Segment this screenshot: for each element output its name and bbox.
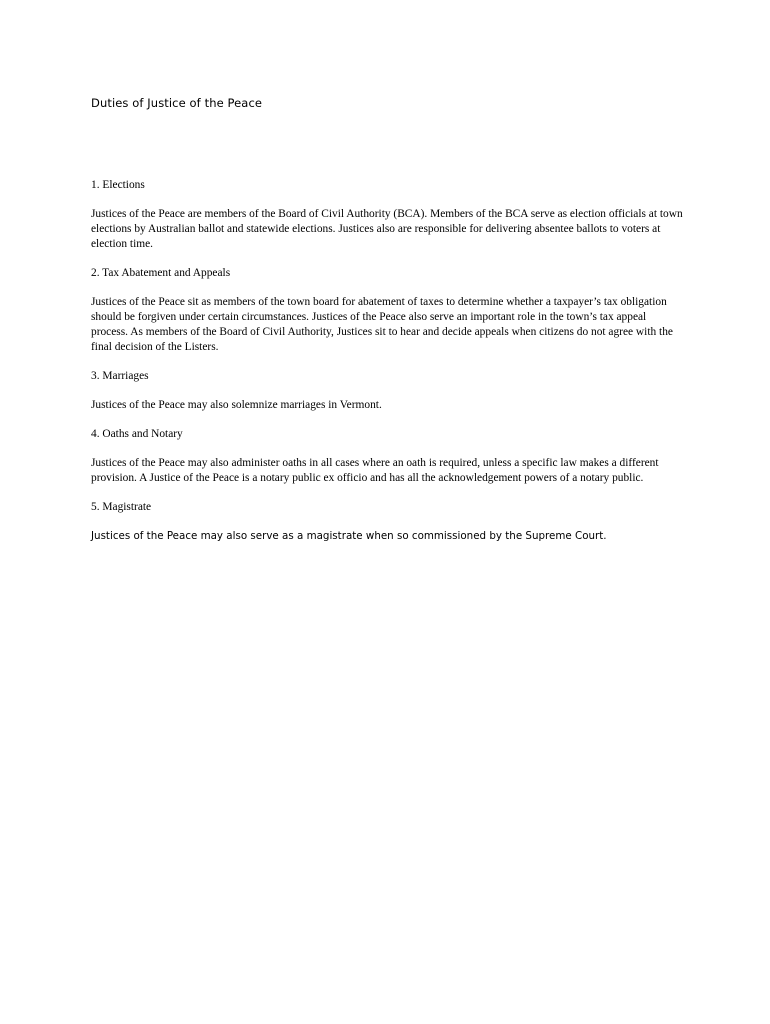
page-title: Duties of Justice of the Peace <box>91 96 263 110</box>
section-magistrate <box>91 500 685 544</box>
section-paragraph: Justices of the Peace sit as members of the town board for abatement of taxes to determine whether a taxpayer’s tax obligation should be forgiven under certain circumstances. Justices of the Peace also serve an important role in the town’s tax appeal process. As members of the Board of Civil Authority, Justices sit to hear and decide appeals when citizens do not agree with the final decision of the Listers. <box>91 296 673 353</box>
section-paragraph: Justices of the Peace may also solemnize marriages in Vermont. <box>91 399 382 411</box>
section-heading: 1. Elections <box>91 179 145 191</box>
section-paragraph: Justices of the Peace are members of the Board of Civil Authority (BCA). Members of the BCA serve as election officials at town elections by Australian ballot and statewide elections. Justices also are responsible for delivering absentee ballots to voters at election time. <box>91 208 683 250</box>
section-heading: 5. Magistrate <box>91 501 152 513</box>
document-body <box>91 178 685 558</box>
section-heading: 3. Marriages <box>91 370 149 382</box>
section-tax-abatement <box>91 266 685 355</box>
section-marriages <box>91 369 685 413</box>
section-heading: 4. Oaths and Notary <box>91 428 183 440</box>
section-paragraph: Justices of the Peace may also serve as a magistrate when so commissioned by the Supreme Court. <box>91 530 607 542</box>
section-heading: 2. Tax Abatement and Appeals <box>91 267 231 279</box>
section-oaths-notary <box>91 427 685 486</box>
section-paragraph: Justices of the Peace may also administer oaths in all cases where an oath is required, unless a specific law makes a different provision. A Justice of the Peace is a notary public ex officio and has all the acknowledgement powers of a notary public. <box>91 457 659 484</box>
section-elections <box>91 178 685 252</box>
